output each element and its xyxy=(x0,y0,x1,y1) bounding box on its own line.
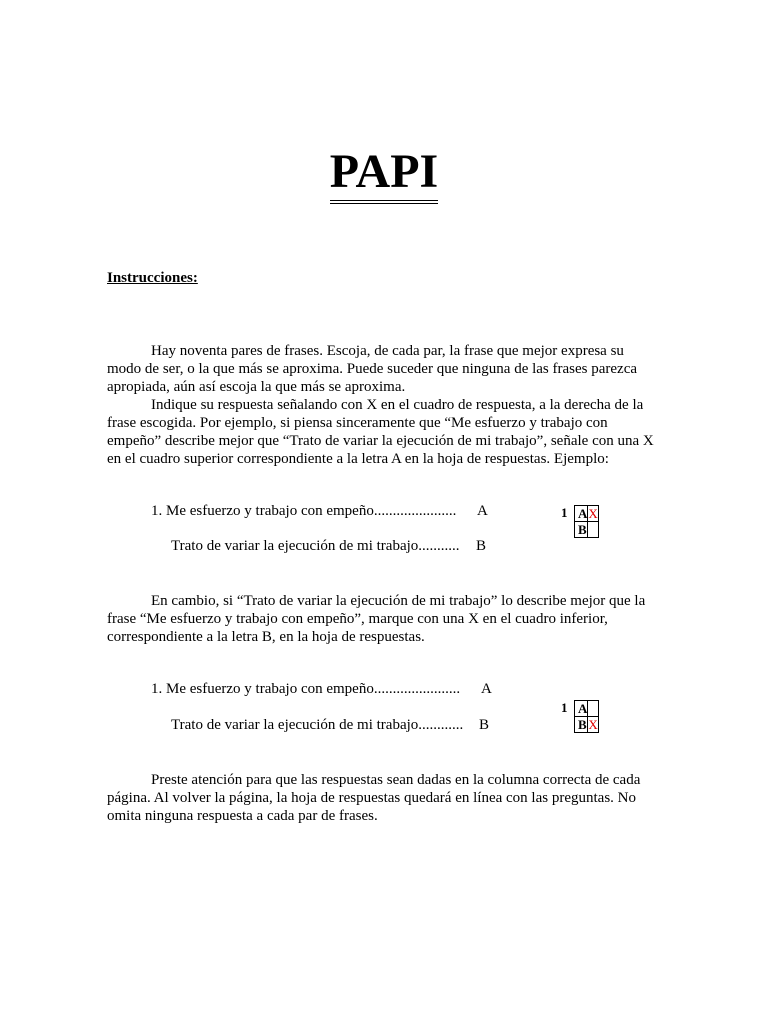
middle-line: correspondiente a la letra B, en la hoja de respuestas. xyxy=(107,629,425,645)
example1-item-b: Trato de variar la ejecución de mi trabajo........... xyxy=(171,538,460,554)
example2-item-a: 1. Me esfuerzo y trabajo con empeño....................... xyxy=(151,681,461,697)
intro-line: frase escogida. Por ejemplo, si piensa sinceramente que “Me esfuerzo y trabajo con xyxy=(107,415,608,431)
example2-letter-b: B xyxy=(479,717,490,733)
answer-row-a xyxy=(575,701,599,717)
example2-letter-a: A xyxy=(481,681,492,697)
intro-line: empeño” describe mejor que “Trato de variar la ejecución de mi trabajo”, señale con una X xyxy=(107,433,654,449)
answer-cell-b[interactable] xyxy=(588,522,598,538)
intro-line: en el cuadro superior correspondiente a la letra A en la hoja de respuestas. Ejemplo: xyxy=(107,451,609,467)
closing-paragraph xyxy=(107,771,667,825)
intro-line: apropiada, aún así escoja la que más se aproxima. xyxy=(107,379,406,395)
answer-row-b xyxy=(575,522,599,538)
closing-line: omita ninguna respuesta a cada par de frases. xyxy=(107,808,378,824)
answer-cell-a[interactable] xyxy=(588,701,598,717)
intro-paragraph xyxy=(107,342,667,468)
answer-number: 1 xyxy=(561,700,568,715)
closing-line: página. Al volver la página, la hoja de respuestas quedará en línea con las preguntas. No xyxy=(107,790,636,806)
answer-row-a xyxy=(575,506,599,522)
closing-line: Preste atención para que las respuestas sean dadas en la columna correcta de cada xyxy=(151,772,641,788)
instructions-heading: Instrucciones: xyxy=(107,270,198,286)
example1-letter-a: A xyxy=(477,503,488,519)
intro-line: Hay noventa pares de frases. Escoja, de cada par, la frase que mejor expresa su xyxy=(151,343,624,359)
example1-letter-b: B xyxy=(476,538,487,554)
answer-label-a: A xyxy=(575,506,588,522)
middle-paragraph xyxy=(107,592,667,646)
example1-item-a: 1. Me esfuerzo y trabajo con empeño...................... xyxy=(151,503,457,519)
answer-cell-a[interactable]: X xyxy=(588,506,598,521)
page-title xyxy=(0,142,768,204)
answer-label-b: B xyxy=(575,522,588,538)
answer-label-a: A xyxy=(575,701,588,717)
intro-line: Indique su respuesta señalando con X en el cuadro de respuesta, a la derecha de la xyxy=(151,397,644,413)
example2-item-b: Trato de variar la ejecución de mi trabajo............ xyxy=(171,717,464,733)
middle-line: frase “Me esfuerzo y trabajo con empeño”, marque con una X en el cuadro inferior, xyxy=(107,611,608,627)
page-title-text: PAPI xyxy=(330,144,438,204)
middle-line: En cambio, si “Trato de variar la ejecución de mi trabajo” lo describe mejor que la xyxy=(151,593,646,609)
answer-grid xyxy=(574,505,599,538)
answer-cell-b[interactable]: X xyxy=(588,717,598,732)
answer-label-b: B xyxy=(575,717,588,733)
intro-line: modo de ser, o la que más se aproxima. Puede suceder que ninguna de las frases parezca xyxy=(107,361,638,377)
answer-row-b xyxy=(575,717,599,733)
answer-grid xyxy=(574,700,599,733)
answer-number: 1 xyxy=(561,505,568,520)
